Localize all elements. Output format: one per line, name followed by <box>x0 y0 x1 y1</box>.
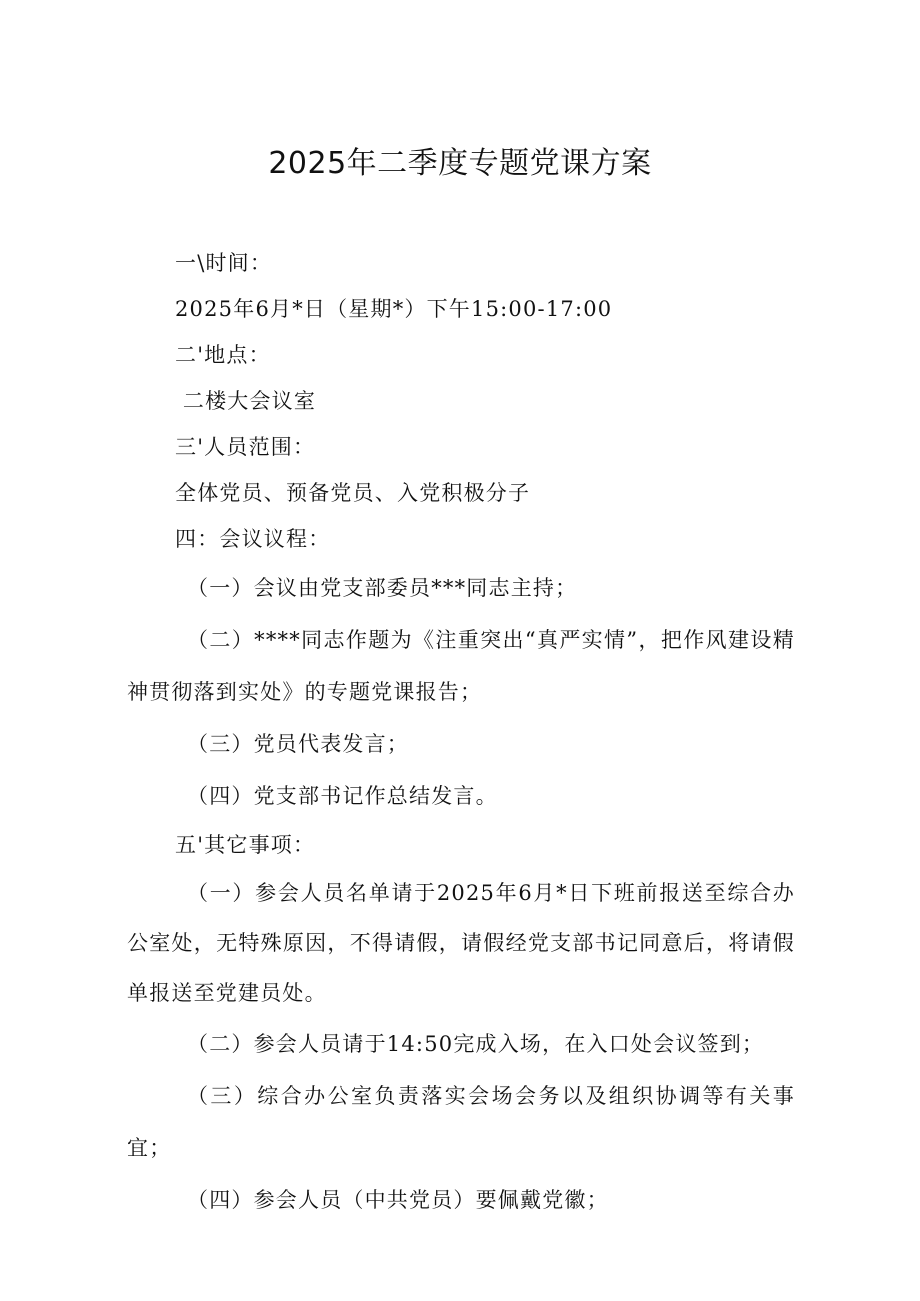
document-body <box>127 240 795 1226</box>
people-value: 全体党员、预备党员、入党积极分子 <box>175 481 531 505</box>
place-heading: 二'地点： <box>175 343 271 367</box>
other-item: （一）参会人员名单请于2025年6月*日下班前报送至综合办公室处，无特殊原因，不得请假，请假经党支部书记同意后，将请假单报送至党建员处。 <box>127 881 795 1005</box>
time-heading: 一\时间： <box>175 251 273 275</box>
agenda-item: （一）会议由党支部委员***同志主持； <box>187 576 578 600</box>
people-heading: 三'人员范围： <box>175 435 316 459</box>
other-heading: 五'其它事项： <box>175 833 316 857</box>
time-value: 2025年6月*日（星期*）下午15:00-17:00 <box>175 297 613 321</box>
agenda-heading: 四：会议议程： <box>175 527 331 551</box>
other-item: （三）综合办公室负责落实会场会务以及组织协调等有关事宜； <box>127 1084 795 1160</box>
agenda-item: （三）党员代表发言； <box>187 732 409 756</box>
document-title: 2025年二季度专题党课方案 <box>268 146 652 181</box>
other-item: （四）参会人员（中共党员）要佩戴党徽； <box>187 1188 609 1212</box>
place-value: 二楼大会议室 <box>175 389 317 413</box>
agenda-item: （二）****同志作题为《注重突出“真严实情”，把作风建设精神贯彻落到实处》的专题党课报告； <box>127 628 795 704</box>
other-item: （二）参会人员请于14:50完成入场，在入口处会议签到； <box>187 1032 765 1056</box>
agenda-item: （四）党支部书记作总结发言。 <box>187 784 498 808</box>
